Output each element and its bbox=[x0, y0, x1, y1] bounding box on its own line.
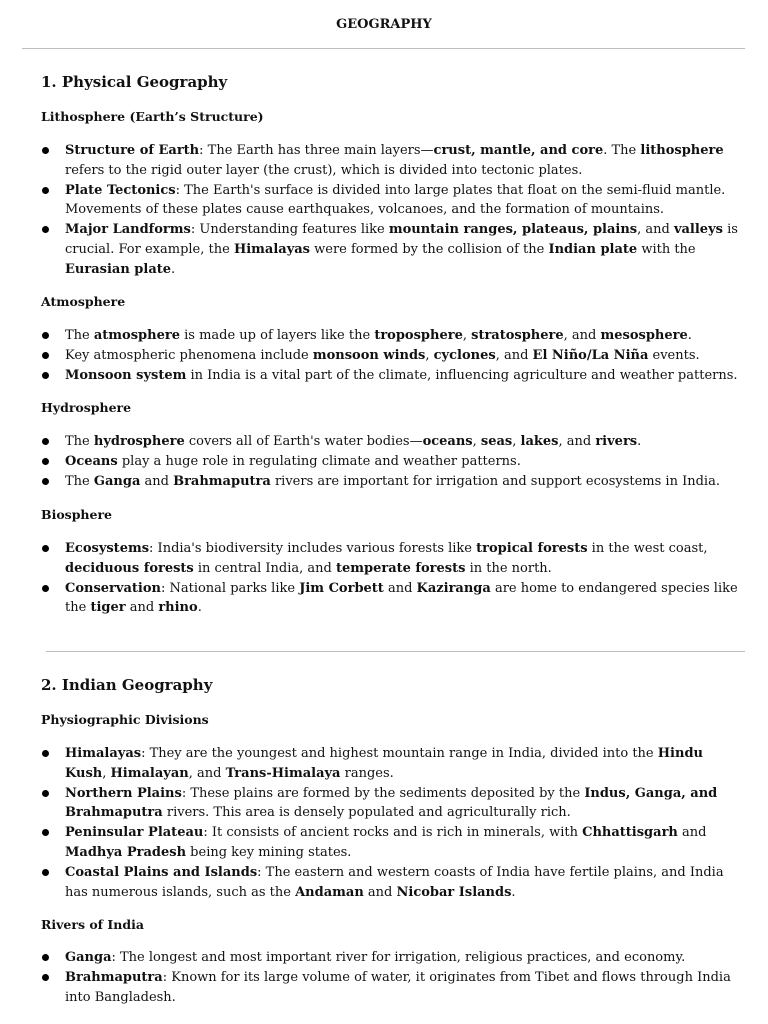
physiographic-divisions-list bbox=[0, 744, 748, 902]
bullet-item: Northern Plains: These plains are formed by the sediments deposited by the Indus, Ganga, and Brahmaputra rivers. This area is densely populated and agriculturally rich. bbox=[0, 784, 748, 824]
bullet-item: Key atmospheric phenomena include monsoon winds, cyclones, and El Niño/La Niña events. bbox=[0, 346, 748, 366]
page-title: GEOGRAPHY bbox=[336, 17, 432, 32]
bold-term: Nicobar Islands bbox=[396, 884, 512, 900]
bold-term: Monsoon system bbox=[65, 367, 187, 383]
subheading-rivers-of-india: Rivers of India bbox=[41, 917, 144, 932]
bold-term: Trans-Himalaya bbox=[225, 765, 341, 781]
bold-term: Coastal Plains and Islands bbox=[65, 864, 258, 880]
bold-term: seas bbox=[480, 434, 513, 449]
subheading-lithosphere: Lithosphere (Earth’s Structure) bbox=[41, 109, 264, 124]
bold-term: Ganga bbox=[93, 473, 141, 489]
bullet-item: Structure of Earth: The Earth has three main layers—crust, mantle, and core. The lithosphere refers to the rigid outer layer (the crust), which is divided into tectonic plates. bbox=[0, 141, 748, 181]
bold-term: oceans bbox=[422, 434, 473, 449]
bullet-item: Peninsular Plateau: It consists of ancient rocks and is rich in minerals, with Chhattisgarh and Madhya Pradesh being key mining states. bbox=[0, 823, 748, 863]
bullet-icon bbox=[42, 478, 49, 485]
bullet-item: The hydrosphere covers all of Earth's water bodies—oceans, seas, lakes, and rivers. bbox=[0, 432, 748, 452]
bullet-icon bbox=[42, 869, 49, 876]
bullet-item: Conservation: National parks like Jim Corbett and Kaziranga are home to endangered species like the tiger and rhino. bbox=[0, 579, 748, 619]
subheading-biosphere: Biosphere bbox=[41, 507, 113, 522]
bold-term: stratosphere bbox=[471, 328, 564, 343]
bold-term: tropical forests bbox=[476, 541, 588, 556]
biosphere-list bbox=[0, 539, 748, 618]
bold-term: troposphere bbox=[374, 328, 463, 343]
bold-term: Kaziranga bbox=[416, 580, 491, 596]
top-divider bbox=[22, 48, 745, 49]
bullet-icon bbox=[42, 750, 49, 757]
bullet-item: Major Landforms: Understanding features like mountain ranges, plateaus, plains, and valleys is crucial. For example, the Himalayas were formed by the collision of the Indian plate with the Eurasian plate. bbox=[0, 220, 748, 279]
bold-term: Himalayan bbox=[110, 765, 189, 781]
bullet-icon bbox=[42, 226, 49, 233]
bold-term: Chhattisgarh bbox=[582, 825, 678, 841]
rivers-of-india-list bbox=[0, 948, 748, 1007]
bold-term: Ganga bbox=[65, 950, 112, 965]
bold-term: Eurasian plate bbox=[65, 261, 172, 277]
bullet-icon bbox=[42, 458, 49, 465]
bold-term: Madhya Pradesh bbox=[65, 844, 187, 860]
bullet-icon bbox=[42, 545, 49, 552]
bold-term: Brahmaputra bbox=[65, 969, 163, 985]
bullet-item: Coastal Plains and Islands: The eastern and western coasts of India have fertile plains, and India has numerous islands, such as the Andaman and Nicobar Islands. bbox=[0, 863, 748, 903]
bold-term: cyclones bbox=[433, 347, 496, 363]
bullet-item: Plate Tectonics: The Earth's surface is divided into large plates that float on the semi-fluid mantle. Movements of these plates cause earthquakes, volcanoes, and the formation of mountains. bbox=[0, 181, 748, 221]
bullet-item: Ganga: The longest and most important river for irrigation, religious practices, and economy. bbox=[0, 948, 748, 968]
bold-term: Northern Plains bbox=[65, 785, 182, 801]
bold-term: Ecosystems bbox=[65, 541, 150, 556]
bold-term: Jim Corbett bbox=[299, 580, 384, 596]
bullet-icon bbox=[42, 352, 49, 359]
bold-term: atmosphere bbox=[93, 328, 180, 343]
bold-term: Hindu Kush bbox=[65, 746, 703, 781]
bullet-item: Oceans play a huge role in regulating climate and weather patterns. bbox=[0, 452, 748, 472]
bold-term: Brahmaputra bbox=[173, 473, 271, 489]
bold-term: El Niño/La Niña bbox=[532, 347, 649, 363]
bold-term: Conservation bbox=[65, 580, 161, 596]
bold-term: rhino bbox=[158, 600, 198, 616]
bold-term: valleys bbox=[673, 222, 723, 238]
bold-term: Major Landforms bbox=[65, 222, 191, 238]
bullet-icon bbox=[42, 332, 49, 339]
bullet-icon bbox=[42, 372, 49, 379]
bold-term: Plate Tectonics bbox=[65, 182, 176, 198]
bullet-icon bbox=[42, 829, 49, 836]
bold-term: Indus, Ganga, and Brahmaputra bbox=[65, 785, 718, 821]
lithosphere-list bbox=[0, 141, 748, 280]
bold-term: Structure of Earth bbox=[65, 143, 200, 158]
subheading-physiographic-divisions: Physiographic Divisions bbox=[41, 712, 209, 727]
bold-term: mountain ranges, plateaus, plains bbox=[388, 222, 638, 238]
bold-term: lithosphere bbox=[640, 143, 724, 158]
bullet-item: Monsoon system in India is a vital part of the climate, influencing agriculture and weather patterns. bbox=[0, 366, 748, 386]
bold-term: Andaman bbox=[295, 884, 364, 900]
section-heading-indian-geography: 2. Indian Geography bbox=[41, 676, 213, 694]
bullet-icon bbox=[42, 974, 49, 981]
bullet-item: The Ganga and Brahmaputra rivers are important for irrigation and support ecosystems in India. bbox=[0, 472, 748, 492]
bold-term: Himalayas bbox=[65, 746, 142, 761]
hydrosphere-list bbox=[0, 432, 748, 491]
bullet-item: The atmosphere is made up of layers like the troposphere, stratosphere, and mesosphere. bbox=[0, 326, 748, 346]
bold-term: deciduous forests bbox=[65, 560, 194, 576]
bullet-icon bbox=[42, 954, 49, 961]
bold-term: lakes bbox=[520, 434, 559, 449]
bold-term: temperate forests bbox=[335, 560, 466, 576]
bold-term: Oceans bbox=[65, 453, 118, 469]
bullet-icon bbox=[42, 790, 49, 797]
bullet-item: Ecosystems: India's biodiversity includes various forests like tropical forests in the west coast, deciduous forests in central India, and temperate forests in the north. bbox=[0, 539, 748, 579]
bold-term: mesosphere bbox=[600, 328, 688, 343]
bullet-icon bbox=[42, 187, 49, 194]
bold-term: Indian plate bbox=[548, 241, 638, 257]
bullet-item: Himalayas: They are the youngest and highest mountain range in India, divided into the Hindu Kush, Himalayan, and Trans-Himalaya ranges. bbox=[0, 744, 748, 784]
bullet-icon bbox=[42, 147, 49, 154]
section-divider bbox=[46, 651, 745, 652]
bold-term: crust, mantle, and core bbox=[433, 143, 604, 158]
section-heading-physical-geography: 1. Physical Geography bbox=[41, 73, 228, 91]
bullet-icon bbox=[42, 438, 49, 445]
subheading-atmosphere: Atmosphere bbox=[41, 294, 126, 309]
bold-term: Peninsular Plateau bbox=[65, 825, 204, 841]
bold-term: rivers bbox=[595, 434, 638, 449]
bullet-icon bbox=[42, 585, 49, 592]
bold-term: hydrosphere bbox=[93, 434, 185, 449]
bold-term: tiger bbox=[90, 600, 126, 616]
bold-term: monsoon winds bbox=[312, 347, 426, 363]
bold-term: Himalayas bbox=[233, 241, 310, 257]
bullet-item: Brahmaputra: Known for its large volume of water, it originates from Tibet and flows through India into Bangladesh. bbox=[0, 968, 748, 1008]
atmosphere-list bbox=[0, 326, 748, 385]
subheading-hydrosphere: Hydrosphere bbox=[41, 400, 132, 415]
